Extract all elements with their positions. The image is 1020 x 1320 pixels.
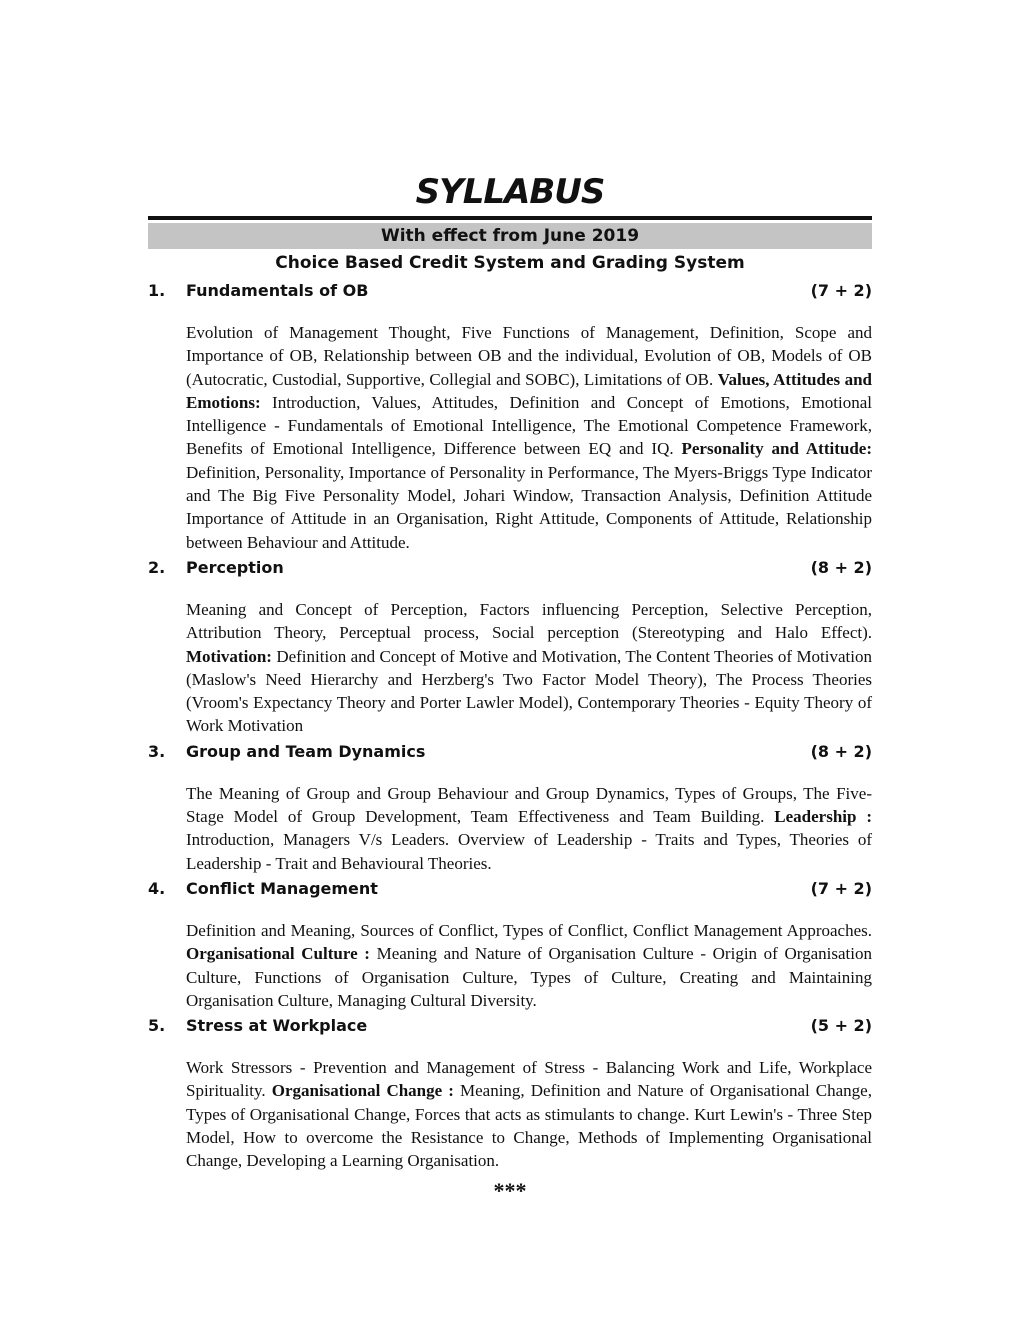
unit-title: Perception [186, 557, 284, 577]
unit-heading [148, 277, 872, 304]
unit-title: Fundamentals of OB [186, 281, 369, 300]
topic-text: Definition and Concept of Motive and Motivation, The Content Theories of Motivation (Maslow's Need Hierarchy and Herzberg's Two Factor Model Theory), The Process Theories (Vroom's Expectancy Theory and Porter Lawler Model), Contemporary Theories - Equity Theory of Work Motivation [186, 646, 872, 736]
topic-text: Meaning, Definition and Nature of Organisational Change, Types of Organisational Change, Forces that acts as stimulants to change. Kurt Lewin's - Three Step Model, How to overcome the Resistance to Change, Methods of Implementing Organisational Change, Developing a Learning Organisation. [186, 1081, 872, 1171]
topic-heading: Organisational Change : [271, 1081, 454, 1101]
unit-section [148, 738, 872, 875]
unit-heading [148, 554, 872, 581]
unit-description [186, 919, 872, 1012]
topic-heading: Motivation: [186, 646, 272, 666]
unit-title: Conflict Management [186, 878, 378, 898]
unit-credits: (7 + 2) [810, 878, 872, 898]
topic-text: Introduction, Values, Attitudes, Definition and Concept of Emotions, Emotional Intelligence - Fundamentals of Emotional Intelligence, The Emotional Competence Framework, Benefits of Emotional Intelligence, Difference between EQ and IQ. [186, 392, 872, 459]
unit-section [148, 554, 872, 738]
topic-text: Definition and Meaning, Sources of Conflict, Types of Conflict, Conflict Management Approaches. [186, 920, 872, 940]
unit-credits: (8 + 2) [810, 557, 872, 577]
page-title: SYLLABUS [415, 172, 605, 212]
end-marker: *** [493, 1177, 527, 1203]
unit-description [186, 782, 872, 875]
effect-banner: With effect from June 2019 [148, 223, 872, 249]
page-subtitle: Choice Based Credit System and Grading System [275, 253, 745, 273]
topic-text: The Meaning of Group and Group Behaviour and Group Dynamics, Types of Groups, The Five-Stage Model of Group Development, Team Effectiveness and Team Building. [186, 783, 872, 827]
unit-number: 3. [148, 741, 166, 761]
topic-heading: Values, Attitudes and Emotions: [186, 369, 872, 412]
syllabus-page [148, 170, 872, 1207]
unit-number: 4. [148, 878, 166, 898]
unit-credits: (7 + 2) [810, 281, 872, 300]
topic-text: Meaning and Nature of Organisation Culture - Origin of Organisation Culture, Functions of Organisation Culture, Types of Culture, Creating and Maintaining Organisation Culture, Managing Cultural Diversity. [186, 944, 872, 1010]
unit-description [186, 598, 872, 738]
topic-text: Meaning and Concept of Perception, Factors influencing Perception, Selective Perception, Attribution Theory, Perceptual process, Social perception (Stereotyping and Halo Effect). [186, 599, 872, 643]
topic-heading: Personality and Attitude: [681, 439, 872, 459]
unit-section [148, 1012, 872, 1172]
topic-text: Introduction, Managers V/s Leaders. Overview of Leadership - Traits and Types, Theories of Leadership - Trait and Behavioural Theories. [186, 830, 872, 873]
unit-heading [148, 875, 872, 902]
unit-heading [148, 738, 872, 765]
topic-text: Definition, Personality, Importance of Personality in Performance, The Myers-Briggs Type Indicator and The Big Five Personality Model, Johari Window, Transaction Analysis, Definition Attitude Importance of Attitude in an Organisation, Right Attitude, Components of Attitude, Relationship between Behaviour and Attitude. [186, 462, 872, 552]
topic-text: Work Stressors - Prevention and Management of Stress - Balancing Work and Life, Workplace Spirituality. [186, 1058, 872, 1101]
unit-credits: (8 + 2) [810, 741, 872, 761]
unit-credits: (5 + 2) [810, 1016, 872, 1036]
units-list [148, 277, 872, 1173]
title-rule [148, 216, 872, 220]
unit-description [186, 1056, 872, 1172]
topic-text: Evolution of Management Thought, Five Functions of Management, Definition, Scope and Importance of OB, Relationship between OB and the individual, Evolution of OB, Models of OB (Autocratic, Custodial, Supportive, Collegial and SOBC), Limitations of OB. [186, 323, 872, 389]
unit-heading [148, 1012, 872, 1039]
topic-heading: Leadership : [774, 807, 872, 827]
topic-heading: Organisational Culture : [186, 944, 370, 964]
unit-title: Stress at Workplace [186, 1016, 368, 1036]
unit-section [148, 875, 872, 1012]
unit-title: Group and Team Dynamics [186, 741, 426, 761]
unit-description [186, 321, 872, 554]
unit-number: 1. [148, 281, 166, 300]
unit-number: 5. [148, 1016, 166, 1036]
unit-section [148, 277, 872, 554]
unit-number: 2. [148, 557, 166, 577]
